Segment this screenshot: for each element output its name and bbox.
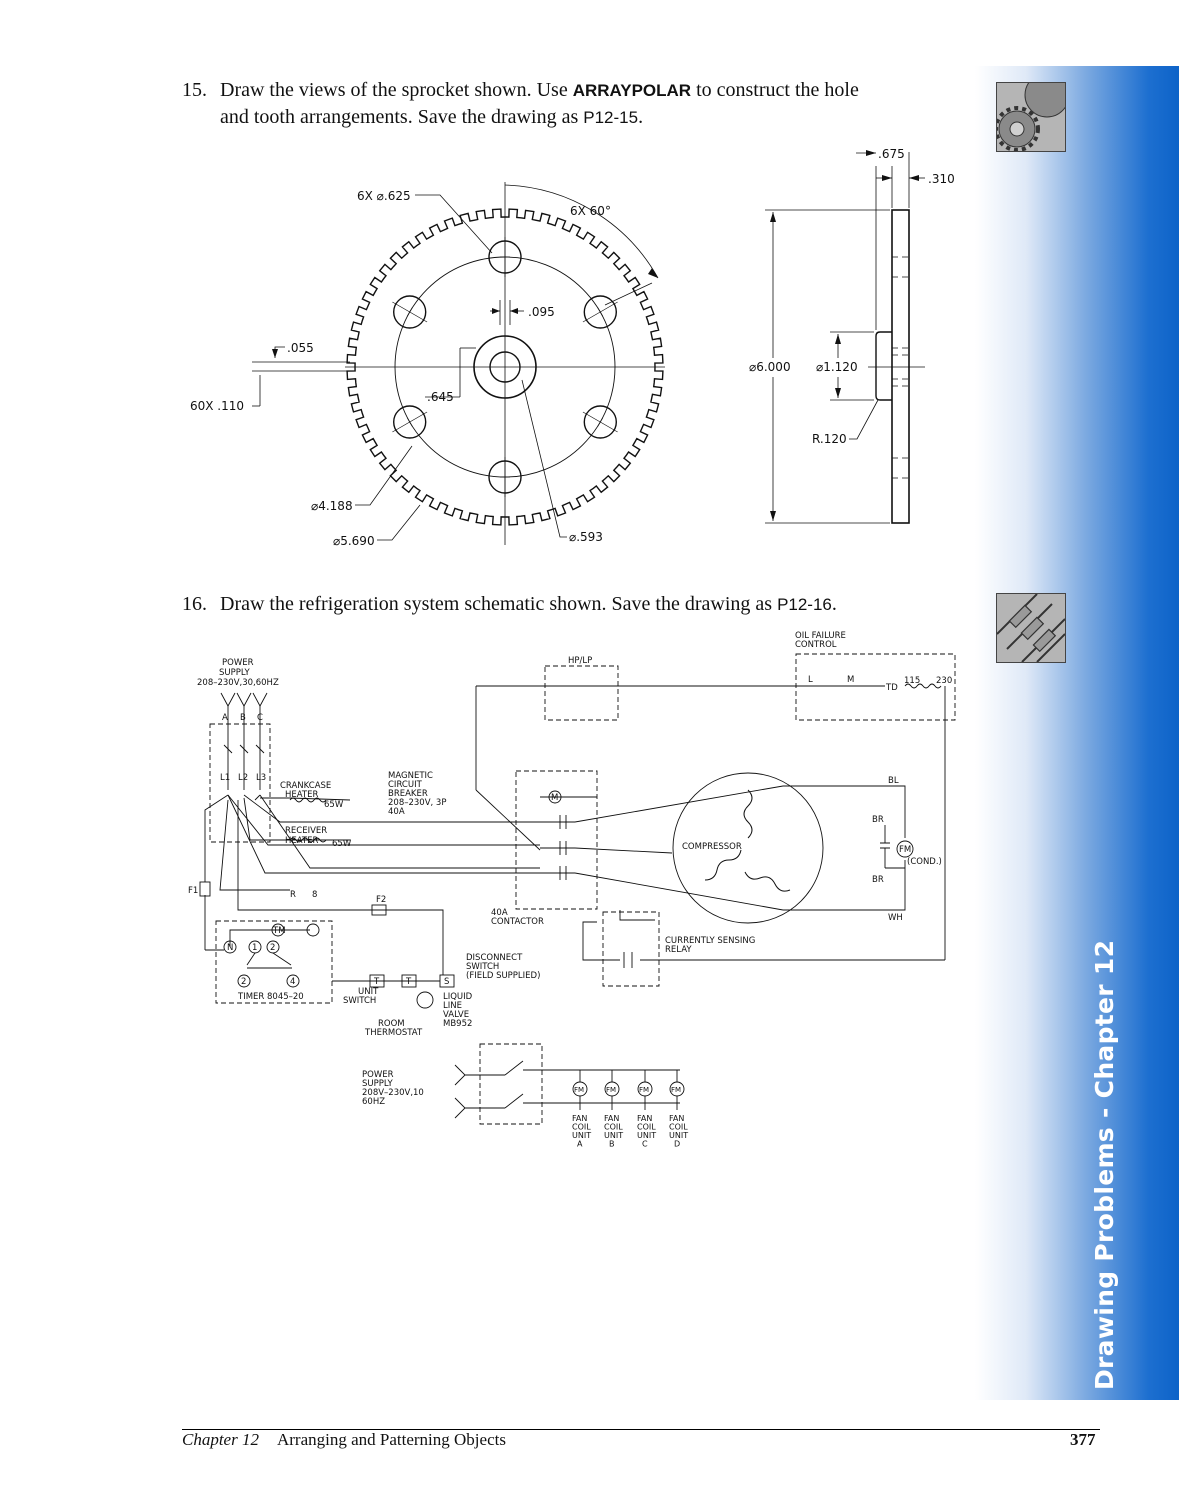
dim-310: .310 [928, 172, 955, 186]
power-supply-2-line: 60HZ [362, 1097, 386, 1107]
problem-text: Draw the views of the sprocket shown. Use [220, 79, 573, 101]
fan-coil-label: UNIT [669, 1131, 689, 1140]
oil-m: M [847, 675, 855, 685]
footer-chapter-number: Chapter 12 [182, 1430, 259, 1449]
page-number: 377 [1070, 1430, 1096, 1449]
contactor-label: CONTACTOR [491, 917, 544, 927]
svg-text:POWERSUPPLY208–230V,30,60HZ [197, 658, 279, 688]
fan-motor-label: FM [606, 1086, 617, 1094]
terminal-l3: L3 [256, 773, 267, 783]
oil-failure-label: CONTROL [795, 640, 837, 650]
fan-coil-label: FAN [572, 1114, 588, 1123]
hole-centerline [598, 308, 603, 317]
oil-115: 115 [904, 676, 921, 686]
footer-chapter-title: Arranging and Patterning Objects [276, 1430, 506, 1449]
wire-br: BR [872, 815, 884, 825]
dim-tooth-width: 60X .110 [190, 399, 245, 413]
hp-lp-label: HP/LP [568, 656, 593, 666]
fan-coil-units [572, 1070, 688, 1149]
fuse-f1: F1 [188, 886, 199, 896]
problem-16 [182, 591, 972, 618]
svg-text:OIL FAILURECONTROL [795, 631, 846, 650]
timer-terminal-2: 2 [270, 943, 276, 953]
phase-b: B [240, 713, 246, 723]
disconnect-label: SWITCH [466, 962, 500, 972]
svg-text:UNITSWITCH [343, 987, 379, 1006]
fan-coil-label: UNIT [604, 1131, 624, 1140]
problem-text: Draw the refrigeration system schematic shown. Save the drawing as [220, 593, 778, 615]
fan-coil-label: D [674, 1139, 681, 1149]
watt-a: 65W [324, 800, 344, 810]
hole-centerline [598, 418, 603, 427]
power-supply-line: 208–230V,30,60HZ [197, 678, 279, 688]
thermostat-t: T [406, 977, 412, 987]
fan-motor-label: FM [639, 1086, 650, 1094]
oil-td: TD [886, 683, 898, 693]
wire-br: BR [872, 875, 884, 885]
timer-terminal-4: 4 [290, 977, 296, 987]
contactor-label: 40A [491, 908, 508, 918]
resistors-icon [996, 593, 1066, 663]
relay-label: RELAY [665, 945, 692, 955]
footer-chapter [182, 1430, 506, 1450]
compressor-label: COMPRESSOR [682, 842, 742, 852]
fan-coil-label: COIL [604, 1122, 623, 1132]
fan-coil-label: B [609, 1139, 615, 1149]
problem-number: 15. [182, 79, 207, 101]
dim-675: .675 [878, 147, 905, 161]
dim-bore: ⌀.593 [569, 530, 603, 544]
fan-coil-label: FAN [669, 1114, 685, 1123]
timer-motor: TM [273, 926, 286, 936]
crankcase-label: HEATER [285, 790, 319, 800]
problem-text: to construct the hole [691, 79, 859, 101]
svg-text:RECEIVERHEATER [285, 826, 327, 846]
hp-lp-box [545, 666, 618, 720]
fan-motor-label: FM [671, 1086, 682, 1094]
dim-radius: R.120 [812, 432, 847, 446]
wire-wh: WH [888, 913, 903, 923]
unit-switch-label: UNIT [358, 987, 379, 997]
problem-text: . [831, 593, 837, 615]
svg-text:ROOMTHERMOSTAT [364, 1019, 423, 1038]
phase-a: A [222, 713, 228, 723]
power-supply-line: SUPPLY [219, 668, 250, 678]
relay-box [603, 912, 659, 986]
svg-text:CRANKCASEHEATER [280, 781, 331, 800]
filename: P12-15 [583, 108, 639, 127]
dim-holes: 6X ⌀.625 [357, 189, 411, 203]
svg-text:MAGNETICCIRCUITBREAKER208–230V [388, 771, 446, 817]
oil-l: L [808, 675, 813, 685]
dim-root: ⌀5.690 [333, 534, 375, 548]
problem-number: 16. [182, 593, 207, 615]
thermostat-label: ROOM [378, 1019, 405, 1029]
breaker-label: CIRCUIT [388, 780, 422, 790]
oil-failure-label: OIL FAILURE [795, 631, 846, 641]
power-supply-line: POWER [222, 658, 254, 668]
disconnect-label: DISCONNECT [466, 953, 523, 963]
timer-terminal-1: 1 [252, 943, 258, 953]
fan-coil-label: COIL [669, 1122, 688, 1132]
phase-c: C [257, 713, 263, 723]
problem-text: . [638, 106, 644, 128]
wire-bl: BL [888, 776, 899, 786]
valve-label: MB952 [443, 1019, 473, 1029]
dim-keyway: .095 [528, 305, 555, 319]
gears-icon [996, 82, 1066, 152]
svg-text:CURRENTLY SENSINGRELAY [665, 936, 755, 955]
disconnect-label: (FIELD SUPPLIED) [466, 971, 541, 981]
power-supply-2-line: POWER [362, 1070, 394, 1080]
sidebar-title: Drawing Problems - Chapter 12 [1090, 939, 1119, 1390]
breaker-label: 208–230V, 3P [388, 798, 447, 808]
dim-645: .645 [427, 390, 454, 404]
relay-label: CURRENTLY SENSING [665, 936, 756, 946]
dim-tooth-depth: .055 [287, 341, 314, 355]
svg-text:DISCONNECTSWITCH(FIELD SUPPLIE [466, 953, 540, 981]
sprocket-drawing [0, 0, 975, 580]
solenoid-s: S [444, 977, 450, 987]
breaker-label: BREAKER [388, 789, 428, 799]
timer-terminal-2b: 2 [241, 977, 247, 987]
m-coil: M [551, 793, 559, 803]
watt-b: 65W [332, 839, 352, 849]
svg-text:POWERSUPPLY208V–230V,1060HZ [362, 1070, 424, 1107]
breaker-box [210, 724, 270, 842]
breaker-label: MAGNETIC [388, 771, 433, 781]
dim-hub: ⌀1.120 [816, 360, 858, 374]
command-name: ARRAYPOLAR [572, 81, 692, 100]
hole-centerline [407, 418, 412, 427]
receiver-label: HEATER [285, 836, 319, 846]
fan-coil-label: FAN [604, 1114, 620, 1123]
unit-switch-label: SWITCH [343, 996, 377, 1006]
valve-label: LINE [443, 1001, 462, 1011]
terminal-l2: L2 [238, 773, 249, 783]
valve-label: LIQUID [443, 992, 473, 1002]
oil-failure-box [796, 654, 955, 720]
receiver-label: RECEIVER [285, 826, 328, 836]
dim-bolt-circle: ⌀4.188 [311, 499, 353, 513]
cond-label: (COND.) [907, 857, 942, 867]
svg-text:40ACONTACTOR [491, 908, 544, 927]
refrigeration-schematic [0, 620, 975, 1160]
crankcase-label: CRANKCASE [280, 781, 332, 791]
power-supply-2-line: 208V–230V,10 [362, 1088, 424, 1098]
dim-angle: 6X 60° [570, 204, 611, 218]
r-8: 8 [312, 890, 318, 900]
valve-label: VALVE [443, 1010, 470, 1020]
fuse-f2: F2 [376, 895, 387, 905]
fan-motor: FM [899, 845, 912, 855]
fan-coil-label: FAN [637, 1114, 653, 1123]
thermostat-label: THERMOSTAT [365, 1028, 423, 1038]
fan-coil-label: C [642, 1139, 648, 1149]
fan-motor-label: FM [574, 1086, 585, 1094]
dim-od: ⌀6.000 [749, 360, 791, 374]
r-label: R [290, 890, 296, 900]
disconnect-box [480, 1044, 542, 1124]
fan-coil-label: UNIT [572, 1131, 592, 1140]
oil-230: 230 [936, 676, 953, 686]
hole-centerline [407, 308, 412, 317]
fan-coil-label: A [577, 1139, 583, 1149]
fan-coil-label: COIL [572, 1122, 591, 1132]
timer-label: TIMER 8045–20 [238, 992, 304, 1002]
fan-coil-label: UNIT [637, 1131, 657, 1140]
terminal-l1: L1 [220, 773, 231, 783]
breaker-label: 40A [388, 807, 405, 817]
problem-text: and tooth arrangements. Save the drawing as [220, 106, 584, 128]
contactor-box [516, 771, 597, 909]
filename: P12-16 [777, 595, 832, 614]
chapter-sidebar [975, 66, 1179, 1400]
power-supply-2-line: SUPPLY [362, 1079, 393, 1089]
thermostat-t: T [374, 977, 380, 987]
timer-n: N [227, 943, 234, 953]
fan-coil-label: COIL [637, 1122, 656, 1132]
svg-text:LIQUIDLINEVALVEMB952 [443, 992, 473, 1029]
